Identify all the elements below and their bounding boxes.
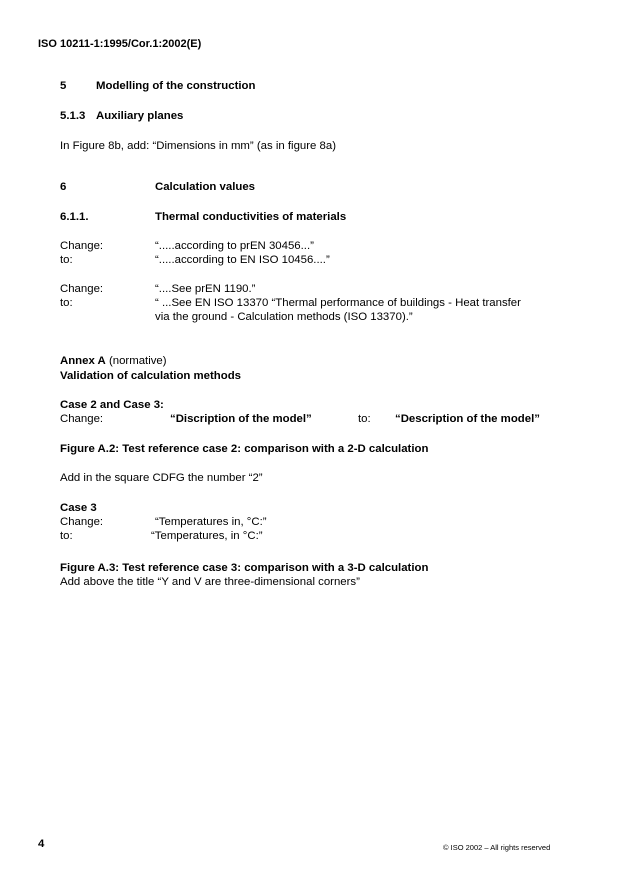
case-2-3-from-text: “Discription of the model” <box>170 413 312 425</box>
case-3-change-label: Change: <box>60 516 104 528</box>
section-6-1-1-number: 6.1.1. <box>60 211 89 223</box>
to-1-text: “.....according to EN ISO 10456....” <box>155 254 330 266</box>
copyright-notice: © ISO 2002 – All rights reserved <box>443 843 551 852</box>
case-3-heading: Case 3 <box>60 502 97 514</box>
case-3-to-text: “Temperatures, in °C:” <box>151 530 263 542</box>
change-1-label: Change: <box>60 240 104 252</box>
to-2-text-line-1: “ ...See EN ISO 13370 “Thermal performance of buildings - Heat transfer <box>155 297 521 309</box>
annex-type: (normative) <box>105 355 167 367</box>
section-5-1-3-number: 5.1.3 <box>60 110 86 122</box>
to-1-label: to: <box>60 254 73 266</box>
section-5-1-3-title: Auxiliary planes <box>96 110 184 122</box>
case-2-3-to-label: to: <box>358 413 371 425</box>
figure-a2-text: Add in the square CDFG the number “2” <box>60 472 263 484</box>
to-2-label: to: <box>60 297 73 309</box>
section-5-number: 5 <box>60 80 67 92</box>
figure-a2-title: Figure A.2: Test reference case 2: comparison with a 2-D calculation <box>60 443 429 455</box>
change-2-label: Change: <box>60 283 104 295</box>
section-6-1-1-title: Thermal conductivities of materials <box>155 211 347 223</box>
section-5-text: In Figure 8b, add: “Dimensions in mm” (as in figure 8a) <box>60 140 337 152</box>
change-1-text: “.....according to prEN 30456...” <box>155 240 314 252</box>
change-2-text: “....See prEN 1190.” <box>155 283 256 295</box>
section-5-title: Modelling of the construction <box>96 80 256 92</box>
annex-label: Annex A <box>60 355 106 367</box>
figure-a3-text: Add above the title “Y and V are three-dimensional corners” <box>60 576 360 588</box>
page-number: 4 <box>38 838 45 850</box>
case-2-3-change-label: Change: <box>60 413 104 425</box>
annex-heading <box>60 355 167 369</box>
case-2-3-to-text: “Description of the model” <box>395 413 540 425</box>
document-id: ISO 10211-1:1995/Cor.1:2002(E) <box>38 38 202 50</box>
annex-title: Validation of calculation methods <box>60 370 242 382</box>
figure-a3-title: Figure A.3: Test reference case 3: comparison with a 3-D calculation <box>60 562 429 574</box>
to-2-text-line-2: via the ground - Calculation methods (ISO 13370).” <box>155 311 413 323</box>
section-6-number: 6 <box>60 181 67 193</box>
case-3-change-text: “Temperatures in, °C:” <box>155 516 267 528</box>
section-6-title: Calculation values <box>155 181 256 193</box>
case-2-3-heading: Case 2 and Case 3: <box>60 399 164 411</box>
case-3-to-label: to: <box>60 530 73 542</box>
